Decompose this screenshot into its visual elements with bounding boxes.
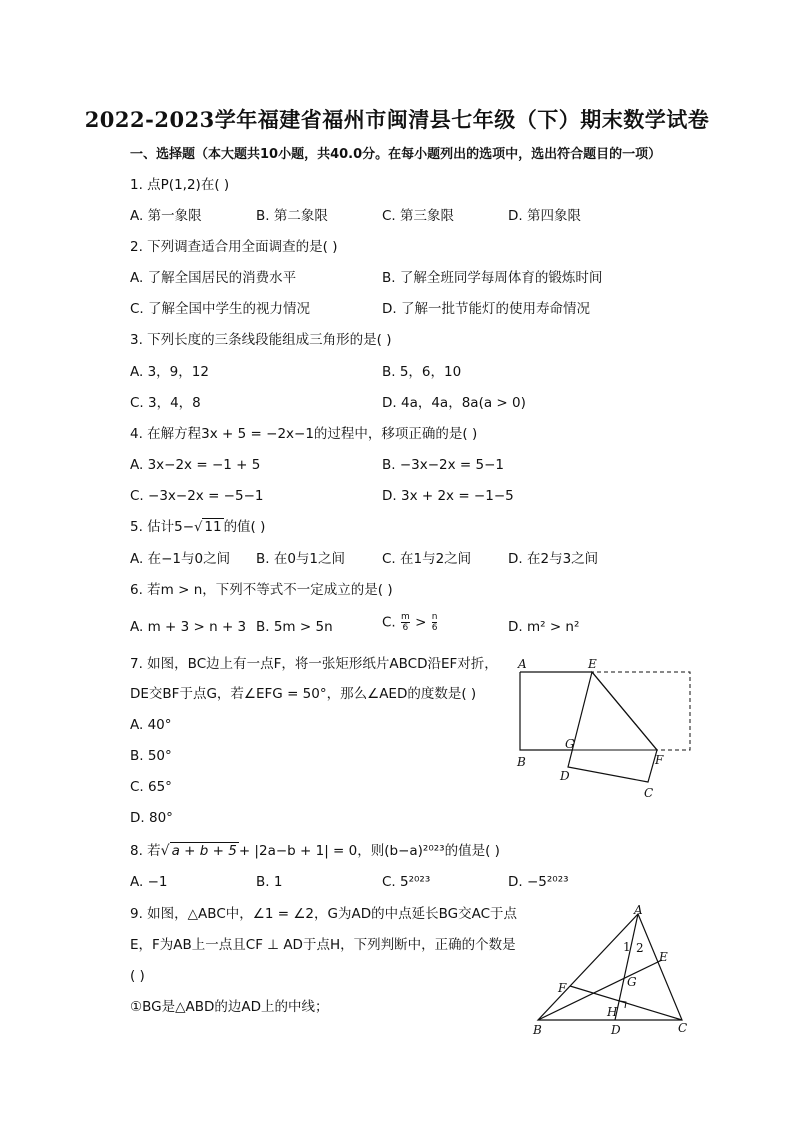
q3-option-d: D. 4a，4a，8a(a > 0) bbox=[382, 395, 526, 411]
q6-fraction-m: $\frac{m}{6}$ bbox=[401, 612, 410, 633]
q7-rectangle-fold-figure bbox=[508, 652, 698, 804]
q1-option-a: A. 第一象限 bbox=[130, 208, 202, 224]
q9-label-h: H bbox=[607, 1005, 618, 1019]
q9-statement-1: ①BG是△ABD的边AD上的中线； bbox=[130, 999, 329, 1015]
q9-label-g: G bbox=[627, 975, 637, 989]
q3-option-a: A. 3，9，12 bbox=[130, 364, 209, 380]
q1-option-d: D. 第四象限 bbox=[508, 208, 581, 224]
q7-option-b: B. 50° bbox=[130, 748, 172, 764]
q9-label-d: D bbox=[611, 1023, 621, 1037]
question-7-stem-line2: DE交BF于点G，若∠EFG = 50°，那么∠AED的度数是( ) bbox=[130, 686, 477, 702]
q9-label-a: A bbox=[634, 904, 643, 917]
q5-option-c: C. 在1与2之间 bbox=[382, 551, 472, 567]
question-9-stem-line1: 9. 如图，△ABC中，∠1 = ∠2，G为AD的中点延长BG交AC于点 bbox=[130, 906, 518, 922]
question-9-stem-line2: E，F为AB上一点且CF ⊥ AD于点H，下列判断中，正确的个数是 bbox=[130, 937, 516, 953]
question-2-stem: 2. 下列调查适合用全面调查的是( ) bbox=[130, 239, 338, 255]
section-heading: 一、选择题（本大题共10小题，共40.0分。在每小题列出的选项中，选出符合题目的一项） bbox=[130, 147, 662, 162]
q6-option-a: A. m + 3 > n + 3 bbox=[130, 619, 247, 635]
question-8-stem: 8. 若√ a + b + 5 + |2a−b + 1| = 0，则(b−a)²⁰²³的值是( ) bbox=[130, 843, 500, 859]
q4-option-d: D. 3x + 2x = −1−5 bbox=[382, 488, 514, 504]
q4-option-a: A. 3x−2x = −1 + 5 bbox=[130, 457, 261, 473]
q2-option-c: C. 了解全国中学生的视力情况 bbox=[130, 301, 311, 317]
q5-option-b: B. 在0与1之间 bbox=[256, 551, 346, 567]
q7-label-g: G bbox=[565, 737, 575, 751]
q3-option-b: B. 5，6，10 bbox=[382, 364, 462, 380]
q5-stem-prefix: 5. 估计5− bbox=[130, 519, 195, 535]
q5-stem-suffix: 的值( ) bbox=[223, 519, 266, 535]
q7-original-rectangle-outline bbox=[520, 672, 690, 750]
q9-label-f: F bbox=[558, 981, 567, 995]
question-5-stem: 5. 估计5−√ 11 的值( ) bbox=[130, 519, 266, 535]
q9-label-c: C bbox=[678, 1021, 688, 1035]
q5-radicand: 11 bbox=[204, 519, 222, 535]
q7-label-f: F bbox=[655, 753, 664, 767]
q5-option-d: D. 在2与3之间 bbox=[508, 551, 599, 567]
q6-option-c: C. $\frac{m}{6}$ > $\frac{n}{6}$ bbox=[382, 612, 438, 633]
q8-radicand: a + b + 5 bbox=[171, 843, 237, 859]
q9-label-b: B bbox=[533, 1023, 542, 1037]
q7-label-e: E bbox=[588, 657, 597, 671]
q7-folded-quadrilateral bbox=[568, 672, 657, 782]
q6-fraction-n: $\frac{n}{6}$ bbox=[431, 612, 438, 633]
q1-option-c: C. 第三象限 bbox=[382, 208, 455, 224]
q7-label-a: A bbox=[518, 657, 527, 671]
q4-option-c: C. −3x−2x = −5−1 bbox=[130, 488, 264, 504]
question-1-stem: 1. 点P(1,2)在( ) bbox=[130, 177, 230, 193]
question-9-stem-line3: ( ) bbox=[130, 968, 145, 984]
q1-option-b: B. 第二象限 bbox=[256, 208, 328, 224]
q8-option-b: B. 1 bbox=[256, 874, 283, 890]
q4-option-b: B. −3x−2x = 5−1 bbox=[382, 457, 505, 473]
q9-label-angle-2: 2 bbox=[636, 941, 644, 955]
page-title: 2022-2023学年福建省福州市闽清县七年级（下）期末数学试卷 bbox=[84, 107, 710, 132]
q6-option-d: D. m² > n² bbox=[508, 619, 580, 635]
q7-option-c: C. 65° bbox=[130, 779, 172, 795]
q2-option-d: D. 了解一批节能灯的使用寿命情况 bbox=[382, 301, 590, 317]
q9-segment-ad bbox=[615, 914, 638, 1020]
question-6-stem: 6. 若m > n，下列不等式不一定成立的是( ) bbox=[130, 582, 393, 598]
q7-label-c: C bbox=[644, 786, 654, 800]
q9-triangle-figure bbox=[528, 904, 698, 1038]
q5-option-a: A. 在−1与0之间 bbox=[130, 551, 231, 567]
q9-label-angle-1: 1 bbox=[623, 940, 631, 954]
q8-option-c: C. 5²⁰²³ bbox=[382, 874, 431, 890]
q8-option-a: A. −1 bbox=[130, 874, 168, 890]
q7-label-b: B bbox=[517, 755, 526, 769]
q3-option-c: C. 3，4，8 bbox=[130, 395, 201, 411]
q7-option-a: A. 40° bbox=[130, 717, 172, 733]
q9-segment-be bbox=[538, 960, 662, 1020]
q7-option-d: D. 80° bbox=[130, 810, 173, 826]
q7-label-d: D bbox=[560, 769, 570, 783]
question-7-stem-line1: 7. 如图，BC边上有一点F，将一张矩形纸片ABCD沿EF对折， bbox=[130, 656, 498, 672]
question-4-stem: 4. 在解方程3x + 5 = −2x−1的过程中，移项正确的是( ) bbox=[130, 426, 478, 442]
q6-option-b: B. 5m > 5n bbox=[256, 619, 333, 635]
q9-label-e: E bbox=[659, 950, 668, 964]
question-3-stem: 3. 下列长度的三条线段能组成三角形的是( ) bbox=[130, 332, 392, 348]
q2-option-b: B. 了解全班同学每周体育的锻炼时间 bbox=[382, 270, 603, 286]
q2-option-a: A. 了解全国居民的消费水平 bbox=[130, 270, 297, 286]
q8-option-d: D. −5²⁰²³ bbox=[508, 874, 569, 890]
